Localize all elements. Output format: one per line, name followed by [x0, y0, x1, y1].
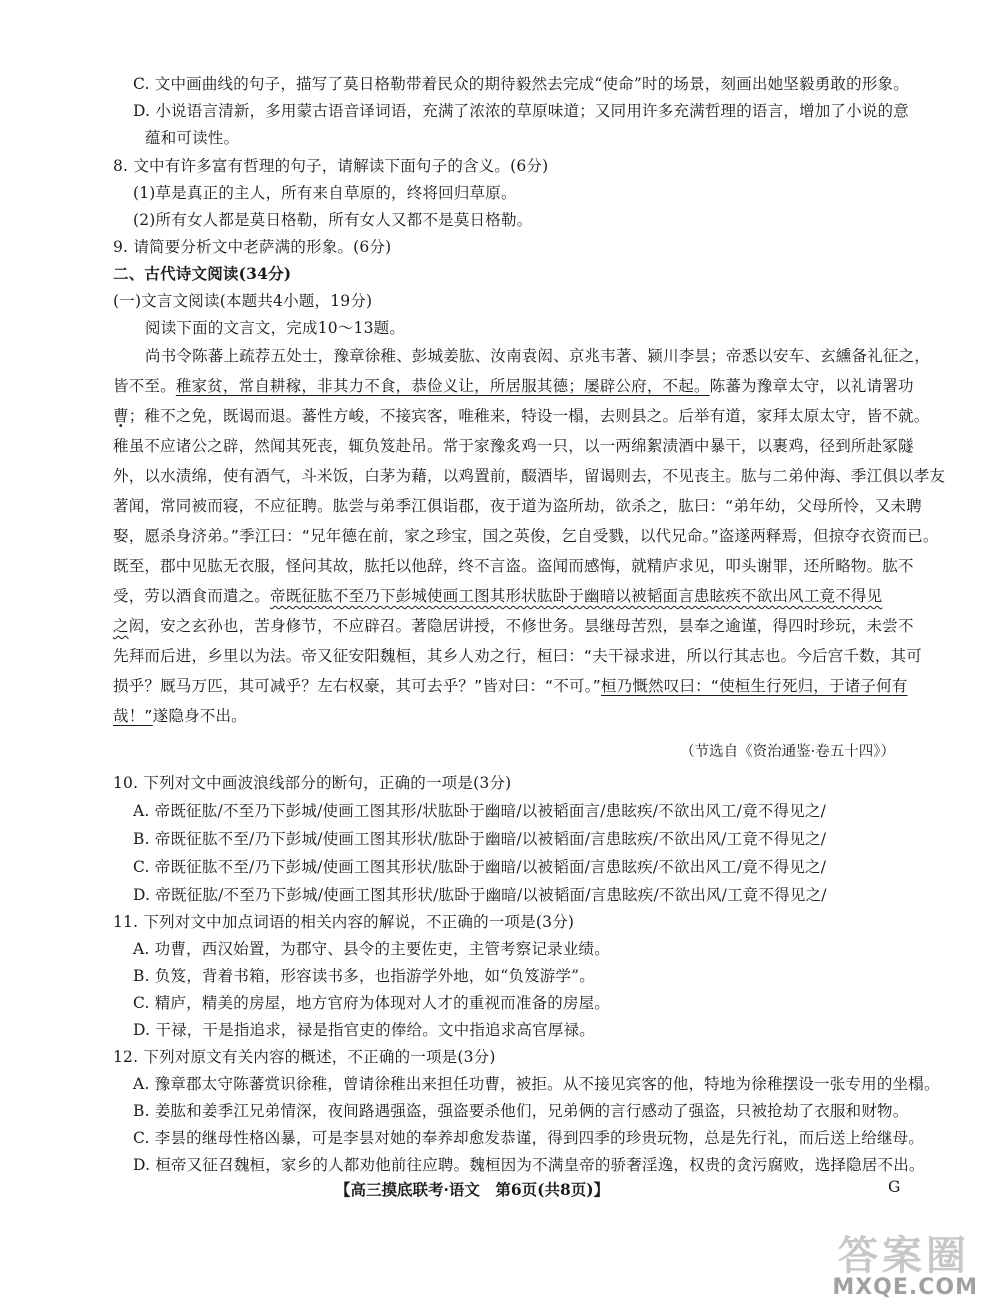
q8-item-2: (2)所有女人都是莫日格勒，所有女人又都不是莫日格勒。	[133, 211, 533, 229]
q11-option-d: D. 干禄，干是指追求，禄是指官吏的俸给。文中指追求高官厚禄。	[133, 1021, 595, 1039]
q10-option-c: C. 帝既征肱不至/乃下彭城/使画工图其形状/肱卧于幽暗/以被韬面/言患眩疾/不欲出风工/竟不得见之/	[133, 858, 827, 876]
q11-stem: 11. 下列对文中加点词语的相关内容的解说，不正确的一项是(3分)	[113, 913, 575, 931]
q7-option-c: C. 文中画曲线的句子，描写了莫日格勒带着民众的期待毅然去完成“使命”时的场景，刻画出她坚毅勇敢的形象。	[133, 75, 909, 93]
passage-text: ；稚不之免，既谒而退。蕃性方峻，不接宾客，唯稚来，特设一榻，去则县之。后举有道，家拜太原太守，皆不就。	[128, 407, 930, 425]
q11-option-c: C. 精庐，精美的房屋，地方官府为体现对人才的重视而准备的房屋。	[133, 994, 611, 1012]
passage-line: 外，以水渍绵，使有酒气，斗米饭，白茅为藉，以鸡置前，醊酒毕，留谒则去，不见丧主。肱与二弟仲海、季江俱以孝友	[113, 467, 946, 485]
passage-line	[113, 405, 929, 427]
passage-text: 闳，安之玄孙也，苦身修节，不应辟召。著隐居讲授，不修世务。昙继母苦烈，昙奉之逾谨，得四时珍玩，未尝不	[128, 617, 914, 635]
q11-option-a: A. 功曹，西汉始置，为郡守、县令的主要佐吏，主管考察记录业绩。	[133, 940, 610, 958]
q12-option-a: A. 豫章郡太守陈蕃赏识徐稚，曾请徐稚出来担任功曹，被拒。从不接见宾客的他，特地为徐稚摆设一张专用的坐榻。	[133, 1075, 940, 1093]
passage-line: 既至，郡中见肱无衣服，怪问其故，肱托以他辞，终不言盗。盗闻而感悔，就精庐求见，叩头谢罪，还所略物。肱不	[113, 557, 914, 575]
passage-line: 尚书令陈蕃上疏荐五处士，豫章徐稚、彭城姜肱、汝南袁闳、京兆韦著、颍川李昙；帝悉以安车、玄纁备礼征之，	[145, 347, 931, 365]
passage-line: 稚虽不应诸公之辟，然闻其死丧，辄负笈赴吊。常于家豫炙鸡一只，以一两绵絮渍酒中暴干，以裹鸡，径到所赴冢隧	[113, 437, 914, 455]
passage-line: 著闻，常同被而寝，不应征聘。肱尝与弟季江俱诣郡，夜于道为盗所劫，欲杀之，肱曰：“弟年幼，父母所怜，又未聘	[113, 497, 922, 515]
watermark-url: MXQE.COM	[832, 1275, 978, 1300]
q10-option-b: B. 帝既征肱不至/乃下彭城/使画工图其形状/肱卧于幽暗/以被韬面/言患眩疾/不欲出风/工竟不得见之/	[133, 830, 827, 848]
passage-text: 陈蕃为豫章太守，以礼请署功	[709, 377, 914, 395]
passage-text: 损乎？厩马万匹，其可减乎？左右权豪，其可去乎？”皆对曰：“不可。”	[113, 677, 601, 695]
q12-option-c: C. 李昙的继母性格凶暴，可是李昙对她的奉养却愈发恭谨，得到四季的珍贵玩物，总是先行礼，而后送上给继母。	[133, 1129, 925, 1147]
subsection-title: (一)文言文阅读(本题共4小题，19分)	[113, 292, 373, 310]
q11-option-b: B. 负笈，背着书箱，形容读书多，也指游学外地，如“负笈游学”。	[133, 967, 595, 985]
passage-line: 先拜而后进，乡里以为法。帝又征安阳魏桓，其乡人劝之行，桓曰：“夫干禄求进，所以行其志也。今后宫千数，其可	[113, 647, 922, 665]
section-title: 二、古代诗文阅读(34分)	[113, 264, 292, 283]
q7-option-d: D. 小说语言清新，多用蒙古语音译词语，充满了浓浓的草原味道；又同用许多充满哲理的语言，增加了小说的意	[133, 102, 909, 120]
q9-stem: 9. 请简要分析文中老萨满的形象。(6分)	[113, 238, 392, 256]
passage-source: （节选自《资治通鉴·卷五十四》）	[680, 744, 895, 760]
q7-option-d-cont: 蕴和可读性。	[145, 129, 240, 147]
passage-text: 受，劳以酒食而遣之。	[113, 587, 271, 605]
q10-stem: 10. 下列对文中画波浪线部分的断句，正确的一项是(3分)	[113, 774, 512, 792]
dotted-term: 曹	[113, 407, 129, 425]
q10-option-a: A. 帝既征肱/不至乃下彭城/使画工图其形/状肱卧于幽暗/以被韬面言/患眩疾/不欲出风工/竟不得见之/	[133, 802, 827, 820]
watermark-logo: 答案圈	[838, 1233, 970, 1279]
passage-line	[113, 585, 882, 607]
reading-instruction: 阅读下面的文言文，完成10～13题。	[145, 319, 406, 337]
page-footer: 【高三摸底联考·语文 第6页(共8页)】	[335, 1180, 610, 1199]
passage-line	[113, 615, 914, 637]
underlined-sentence: 桓乃慨然叹曰：“使桓生行死归，于诸子何有	[600, 677, 908, 695]
version-code: G	[888, 1178, 901, 1196]
q10-option-d: D. 帝既征肱/不至乃下彭城/使画工图其形状/肱卧于幽暗/以被韬面/言患眩疾/不欲出风/工竟不得见之/	[133, 886, 827, 904]
wavy-underlined-sentence: 帝既征肱不至乃下彭城使画工图其形状肱卧于幽暗以被韬面言患眩疾不欲出风工竟不得见	[270, 587, 883, 605]
passage-text: 遂隐身不出。	[152, 707, 247, 725]
wavy-underlined-sentence: 之	[113, 617, 129, 635]
passage-line	[113, 705, 247, 727]
underlined-sentence: 哉！”	[113, 707, 153, 725]
underlined-sentence: 稚家贫，常自耕稼，非其力不食，恭俭义让，所居服其德；屡辟公府，不起。	[175, 377, 710, 395]
passage-line	[113, 375, 914, 397]
q8-stem: 8. 文中有许多富有哲理的句子，请解读下面句子的含义。(6分)	[113, 157, 549, 175]
passage-line: 娶，愿杀身济弟。”季江曰：“兄年德在前，家之珍宝，国之英俊，乞自受戮，以代兄命。”盗遂两释焉，但掠夺衣资而已。	[113, 527, 939, 545]
passage-line	[113, 675, 908, 697]
passage-text: 皆不至。	[113, 377, 176, 395]
q12-stem: 12. 下列对原文有关内容的概述，不正确的一项是(3分)	[113, 1048, 496, 1066]
q8-item-1: (1)草是真正的主人，所有来自草原的，终将回归草原。	[133, 184, 517, 202]
q12-option-d: D. 桓帝又征召魏桓，家乡的人都劝他前往应聘。魏桓因为不满皇帝的骄奢淫逸，权贵的贪污腐败，选择隐居不出。	[133, 1156, 925, 1174]
q12-option-b: B. 姜肱和姜季江兄弟情深，夜间路遇强盗，强盗要杀他们，兄弟俩的言行感动了强盗，只被抢劫了衣服和财物。	[133, 1102, 909, 1120]
